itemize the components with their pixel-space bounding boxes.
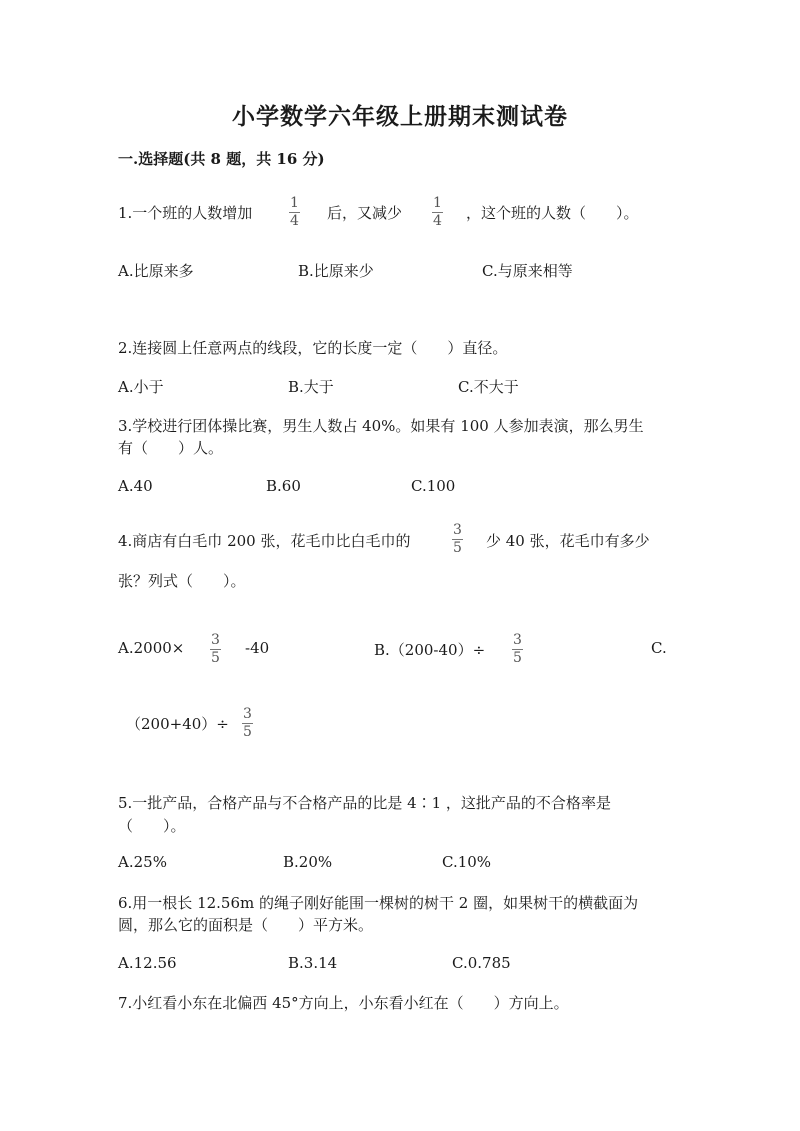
- numerator: 1: [290, 195, 299, 211]
- fraction: [432, 196, 443, 229]
- option-b: B.60: [266, 477, 301, 495]
- option-b: B.20%: [283, 853, 333, 871]
- question-text: 张？列式（ ）。: [118, 572, 246, 590]
- option-b: B.（200-40）÷: [374, 641, 486, 659]
- fraction: [512, 633, 523, 666]
- denominator: 5: [453, 540, 462, 556]
- question-text: 3.学校进行团体操比赛，男生人数占 40%。如果有 100 人参加表演，那么男生: [118, 417, 644, 435]
- numerator: 3: [243, 706, 252, 722]
- option-a-suffix: -40: [245, 639, 270, 657]
- question-text: 5.一批产品，合格产品与不合格产品的比是 4∶1 ，这批产品的不合格率是: [118, 794, 611, 812]
- option-c: C.10%: [442, 853, 492, 871]
- question-text: 1.一个班的人数增加: [118, 204, 253, 222]
- numerator: 3: [513, 632, 522, 648]
- option-a: A.2000×: [118, 639, 185, 657]
- question-text: 6.用一根长 12.56m 的绳子刚好能围一棵树的树干 2 圈，如果树干的横截面为: [118, 894, 639, 912]
- option-c-expression: （200+40）÷: [126, 715, 229, 733]
- option-b: B.3.14: [288, 954, 338, 972]
- numerator: 3: [211, 632, 220, 648]
- fraction: [452, 523, 463, 556]
- question-text: 2.连接圆上任意两点的线段，它的长度一定（ ）直径。: [118, 339, 508, 357]
- denominator: 4: [290, 213, 299, 229]
- denominator: 5: [513, 650, 522, 666]
- option-c: C.0.785: [452, 954, 511, 972]
- option-a: A.小于: [118, 378, 164, 396]
- fraction: [242, 707, 253, 740]
- option-b: B.大于: [288, 378, 334, 396]
- question-text: 后，又减少: [327, 204, 403, 222]
- option-c: C.与原来相等: [482, 262, 573, 280]
- question-text: （ ）。: [118, 817, 186, 835]
- option-b: B.比原来少: [298, 262, 374, 280]
- question-text: 有（ ）人。: [118, 439, 224, 457]
- option-a: A.12.56: [118, 954, 177, 972]
- option-a: A.比原来多: [118, 262, 194, 280]
- option-a: A.40: [118, 477, 153, 495]
- question-text: 少 40 张，花毛巾有多少: [486, 532, 650, 550]
- question-text: 7.小红看小东在北偏西 45°方向上，小东看小红在（ ）方向上。: [118, 994, 569, 1012]
- option-c: C.: [651, 639, 667, 657]
- denominator: 5: [211, 650, 220, 666]
- question-text: 4.商店有白毛巾 200 张，花毛巾比白毛巾的: [118, 532, 411, 550]
- option-c: C.不大于: [458, 378, 519, 396]
- fraction: [289, 196, 300, 229]
- numerator: 1: [433, 195, 442, 211]
- question-text: ，这个班的人数（ ）。: [466, 204, 639, 222]
- denominator: 5: [243, 724, 252, 740]
- option-a: A.25%: [118, 853, 167, 871]
- denominator: 4: [433, 213, 442, 229]
- page-title: 小学数学六年级上册期末测试卷: [232, 103, 568, 130]
- numerator: 3: [453, 522, 462, 538]
- section-heading: 一.选择题(共 8 题，共 16 分): [118, 150, 325, 168]
- option-c: C.100: [411, 477, 456, 495]
- fraction: [210, 633, 221, 666]
- question-text: 圆，那么它的面积是（ ）平方米。: [118, 916, 374, 934]
